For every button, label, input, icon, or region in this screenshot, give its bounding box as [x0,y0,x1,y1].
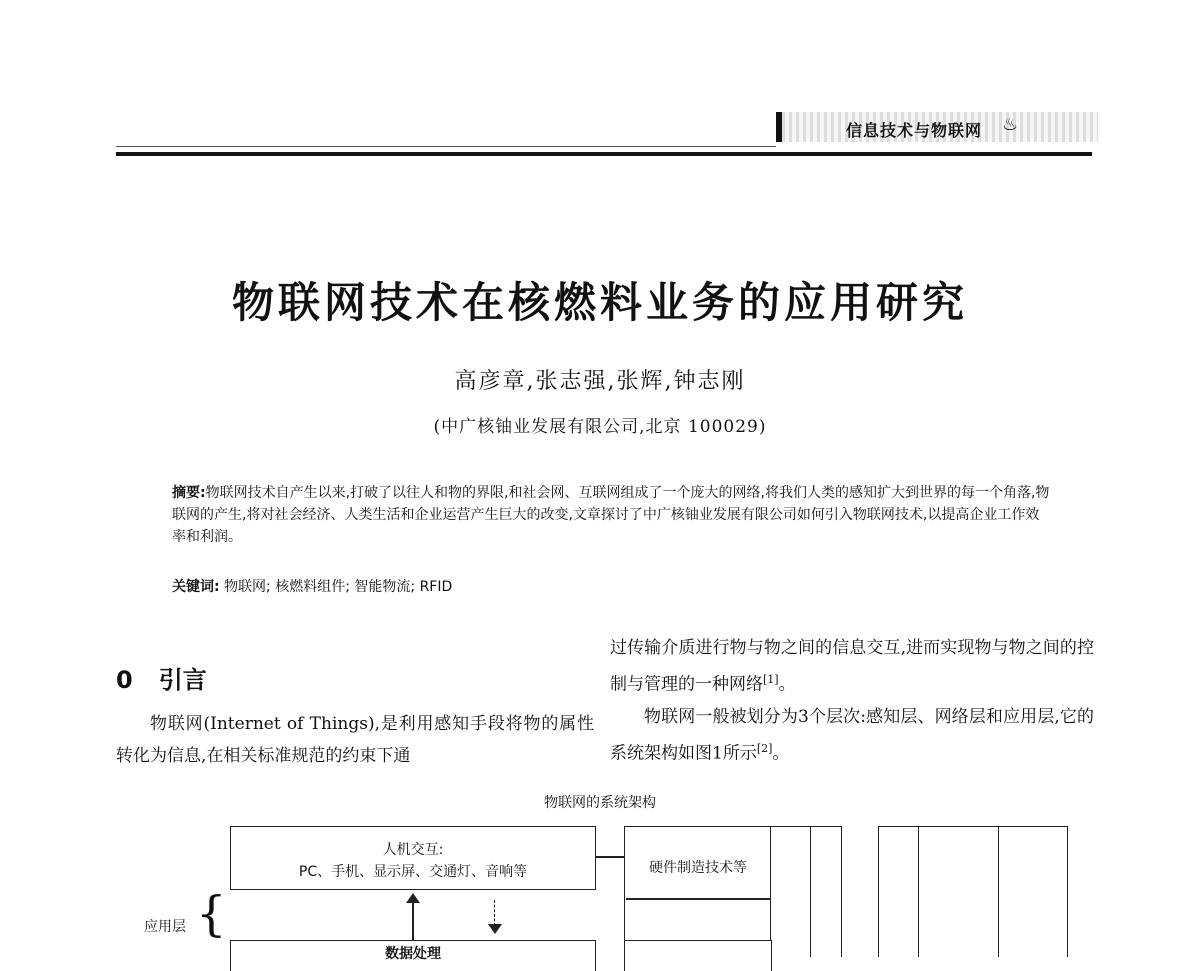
keywords-text: 物联网; 核燃料组件; 智能物流; RFID [224,579,453,595]
figure-arrow-up [412,900,414,940]
body-right-text-1: 过传输介质进行物与物之间的信息交互,进而实现物与物之间的控制与管理的一种网络 [610,638,1094,695]
figure-box-line-2: PC、手机、显示屏、交通灯、音响等 [298,864,528,880]
header-rule [116,146,776,147]
arrow-up-icon [406,893,420,903]
figure-box-lower-right [624,940,772,971]
keywords [172,576,452,596]
figure-side-column-5 [998,826,1068,957]
figure-divider [626,898,772,900]
figure-title: 物联网的系统架构 [544,795,656,811]
brace-icon: { [196,886,227,942]
body-right-paragraph-1 [610,632,1094,701]
figure-arrow-down [494,900,495,926]
figure-box-line-1: 人机交互: [382,842,444,858]
body-right-column [610,632,1094,769]
figure-side-column-3 [878,826,920,957]
body-right-paragraph-2 [610,701,1094,770]
author-list: 高彦章,张志强,张辉,钟志刚 [454,369,746,394]
abstract-text: 物联网技术自产生以来,打破了以往人和物的界限,和社会网、互联网组成了一个庞大的网络,将我们人类的感知扩大到世界的每一个角落,物联网的产生,将对社会经济、人类生活和企业运营产生巨大的改变,文章探讨了中广核铀业发展有限公司如何引入物联网技术,以提高企业工作效率和利润。 [172,485,1050,545]
figure-box-hardware [624,826,772,957]
citation-1: [1] [763,673,779,686]
paper-title: 物联网技术在核燃料业务的应用研究 [231,278,968,327]
figure-box-hardware-label: 硬件制造技术等 [649,860,747,876]
figure-box-data-processing [230,940,596,971]
figure-side-column-4 [918,826,1000,957]
figure-side-column-2 [810,826,842,957]
figure-side-column-1 [770,826,812,957]
figure-box-data-label: 数据处理 [385,946,441,962]
affiliation: (中广核铀业发展有限公司,北京 100029) [433,417,767,437]
header-rule-thick [116,152,1092,156]
keywords-label: 关键词: [172,579,220,595]
section-heading [116,660,207,695]
body-right-end-1: 。 [778,674,796,695]
body-right-end-2: 。 [772,743,790,764]
figure-box-human-interaction [230,826,596,890]
section-number: 0 [116,666,133,694]
body-right-text-2: 物联网一般被划分为3个层次:感知层、网络层和应用层,它的系统架构如图1所示 [610,706,1094,764]
journal-logo-icon: ♨ [1002,114,1019,135]
arrow-down-icon [488,924,502,934]
figure-layer-label: 应用层 [144,919,186,935]
abstract [172,482,1052,548]
abstract-label: 摘要: [172,485,206,501]
citation-2: [2] [756,741,773,755]
journal-section-label: 信息技术与物联网 [846,121,983,140]
section-title: 引言 [158,666,207,694]
body-left-paragraph: 物联网(Internet of Things),是利用感知手段将物的属性转化为信息,在相关标准规范的约束下通 [116,714,594,766]
figure-connector [596,856,624,858]
